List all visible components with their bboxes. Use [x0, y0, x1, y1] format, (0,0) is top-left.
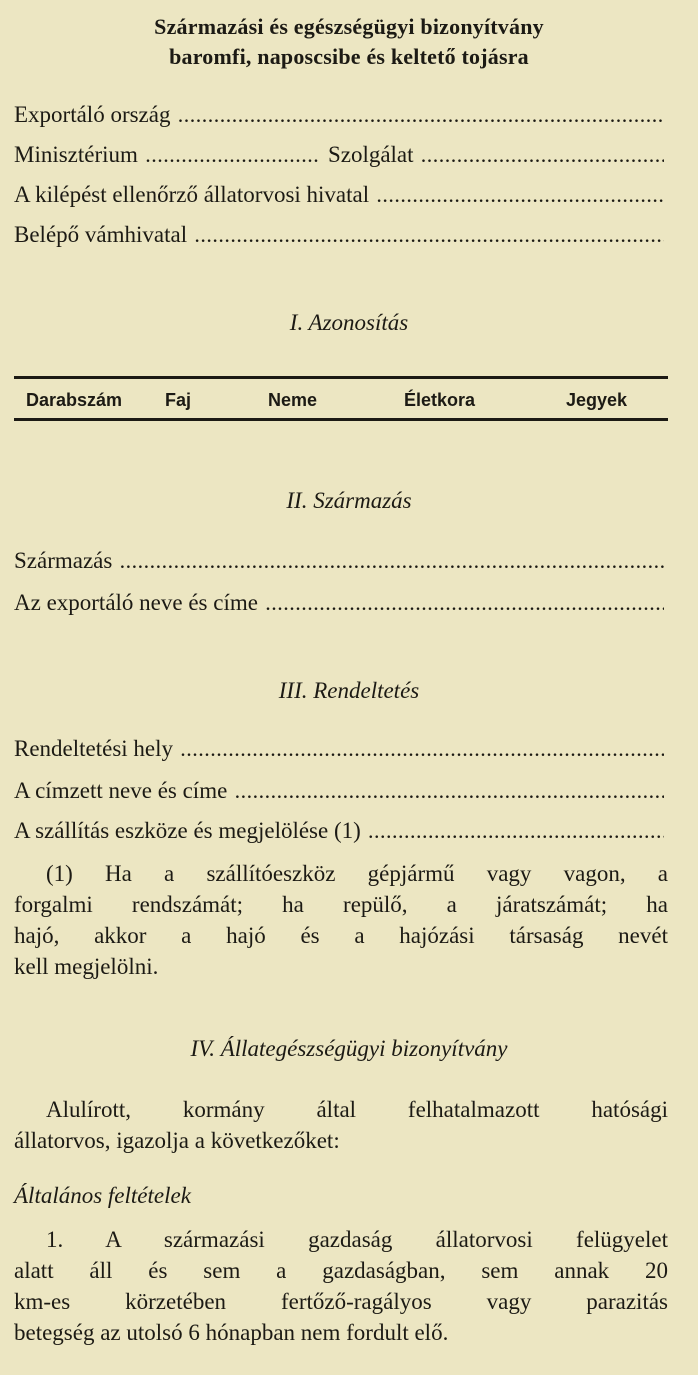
- condition-item-1: [14, 1224, 668, 1348]
- field-label: Származás: [14, 548, 113, 573]
- field-consignee: [14, 778, 668, 804]
- item-line: alatt áll és sem a gazdaságban, sem annak 20: [14, 1258, 668, 1283]
- field-transport: [14, 818, 668, 844]
- document-title-line-1: Származási és egészségügyi bizonyítvány: [154, 14, 544, 39]
- fill-line: [266, 597, 664, 615]
- field-label: A kilépést ellenőrző állatorvosi hivatal: [14, 182, 370, 207]
- section-3-title: III. Rendeltetés: [278, 678, 420, 703]
- table-top-rule: [14, 376, 668, 379]
- subheading: Általános feltételek: [14, 1183, 191, 1208]
- fill-line: [146, 149, 318, 167]
- field-label: Exportáló ország: [14, 102, 171, 127]
- field-exporter: [14, 590, 668, 616]
- transport-footnote: [14, 858, 668, 982]
- fill-line: [369, 825, 664, 843]
- field-label: Rendeltetési hely: [14, 736, 174, 761]
- field-ministry-service: [14, 142, 668, 168]
- footnote-line: forgalmi rendszámát; ha repülő, a járatszámát; ha: [14, 892, 668, 917]
- fill-line: [120, 555, 664, 573]
- section-2-title: II. Származás: [286, 488, 412, 513]
- field-exit-vet-office: [14, 182, 668, 208]
- certification-intro: [14, 1094, 668, 1156]
- footnote-line: kell megjelölni.: [14, 954, 159, 979]
- field-label: Belépő vámhivatal: [14, 222, 188, 247]
- field-label: Az exportáló neve és címe: [14, 590, 258, 615]
- section-4-title: IV. Állategészségügyi bizonyítvány: [190, 1036, 508, 1061]
- column-header: Darabszám: [26, 390, 123, 410]
- field-label: A szállítás eszköze és megjelölése (1): [14, 818, 361, 843]
- intro-line: Alulírott, kormány által felhatalmazott hatósági: [46, 1097, 668, 1122]
- column-header: Jegyek: [566, 390, 628, 410]
- field-exporting-country: [14, 102, 668, 128]
- item-line: km-es körzetében fertőző-ragályos vagy parazitás: [14, 1289, 668, 1314]
- fill-line: [235, 785, 664, 803]
- fill-line: [181, 743, 664, 761]
- general-conditions-heading: [14, 1180, 668, 1211]
- field-origin: [14, 548, 668, 574]
- fill-line: [195, 229, 664, 247]
- column-header: Életkora: [404, 390, 476, 410]
- item-line: betegség az utolsó 6 hónapban nem fordult elő.: [14, 1320, 449, 1345]
- fill-line: [377, 189, 664, 207]
- field-destination: [14, 736, 668, 762]
- intro-line: állatorvos, igazolja a következőket:: [14, 1128, 340, 1153]
- table-bottom-rule: [14, 418, 668, 421]
- document-title-line-2: baromfi, naposcsibe és keltető tojásra: [169, 44, 529, 69]
- item-line: 1. A származási gazdaság állatorvosi felügyelet: [46, 1227, 668, 1252]
- field-entry-customs: [14, 222, 668, 248]
- footnote-line: hajó, akkor a hajó és a hajózási társaság nevét: [14, 923, 668, 948]
- fill-line: [422, 149, 664, 167]
- field-label: Szolgálat: [327, 142, 414, 167]
- field-label: Minisztérium: [14, 142, 138, 167]
- field-label: A címzett neve és címe: [14, 778, 228, 803]
- section-1-title: I. Azonosítás: [289, 310, 409, 335]
- fill-line: [178, 109, 664, 127]
- footnote-line: (1) Ha a szállítóeszköz gépjármű vagy vagon, a: [46, 861, 668, 886]
- column-header: Faj: [165, 390, 192, 410]
- column-header: Neme: [268, 390, 318, 410]
